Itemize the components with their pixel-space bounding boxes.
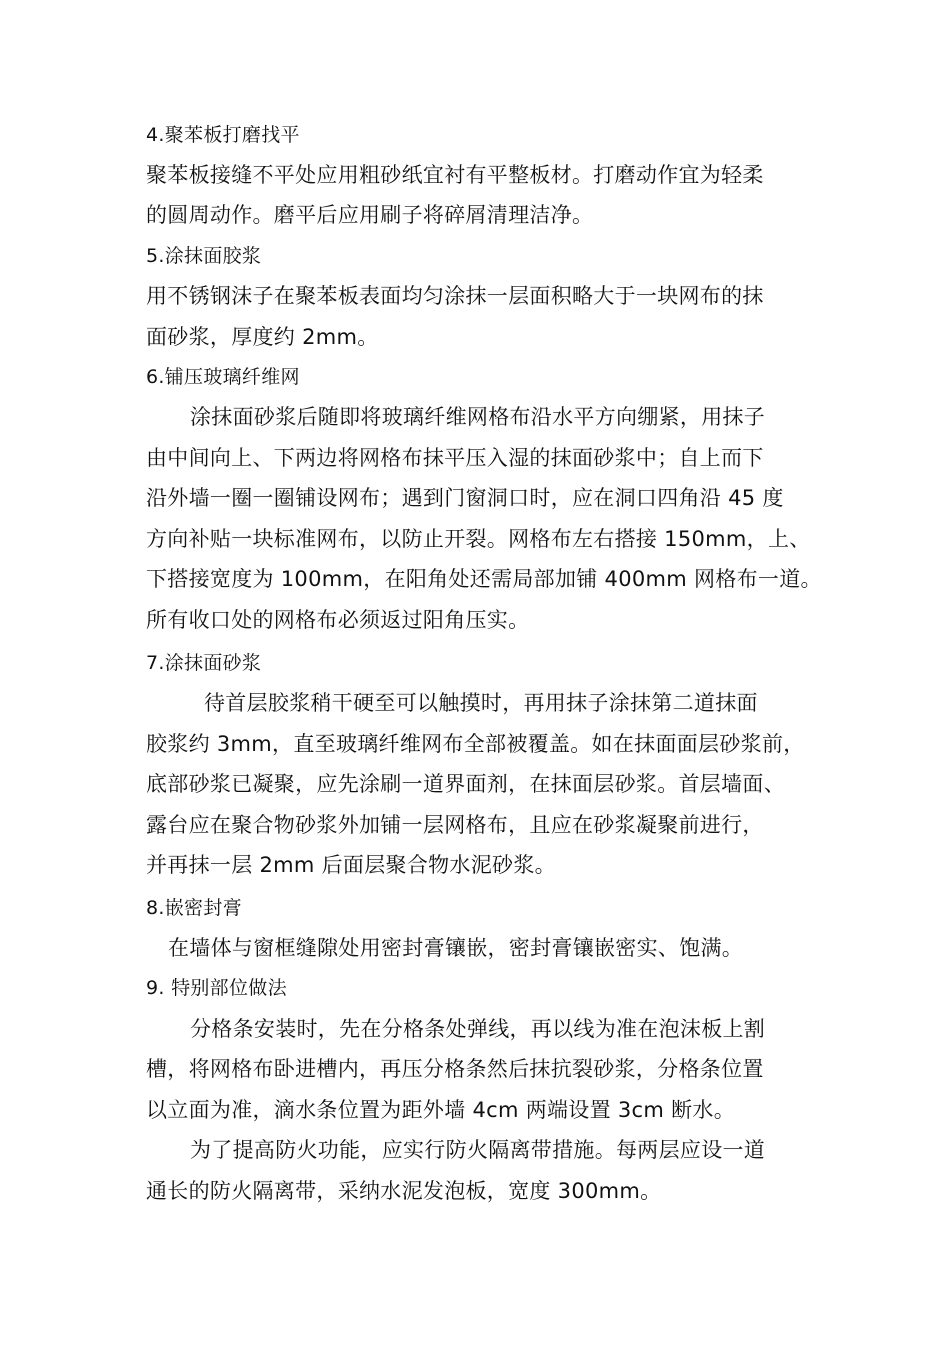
section-6-line-4: 方向补贴一块标准网布，以防止开裂。网格布左右搭接 150mm，上、	[146, 527, 811, 551]
section-5-heading: 5.涂抹面胶浆	[146, 245, 262, 267]
section-4-heading: 4.聚苯板打磨找平	[146, 124, 300, 146]
section-6-heading: 6.铺压玻璃纤维网	[146, 366, 300, 388]
section-9-line-5: 通长的防火隔离带，采纳水泥发泡板，宽度 300mm。	[146, 1179, 662, 1203]
section-9-line-4: 为了提高防火功能，应实行防火隔离带措施。每两层应设一道	[190, 1138, 766, 1162]
section-6-line-5: 下搭接宽度为 100mm，在阳角处还需局部加铺 400mm 网格布一道。	[146, 567, 822, 591]
section-6-line-6: 所有收口处的网格布必须返过阳角压实。	[146, 608, 530, 632]
section-8-heading: 8.嵌密封膏	[146, 897, 242, 919]
section-5-line-2: 面砂浆，厚度约 2mm。	[146, 325, 379, 349]
section-7-heading: 7.涂抹面砂浆	[146, 652, 262, 674]
section-5-line-1: 用不锈钢沫子在聚苯板表面均匀涂抹一层面积略大于一块网布的抹	[146, 284, 764, 308]
section-7-line-1: 待首层胶浆稍干硬至可以触摸时，再用抹子涂抹第二道抹面	[204, 691, 758, 715]
section-4-line-2: 的圆周动作。磨平后应用刷子将碎屑清理洁净。	[146, 203, 594, 227]
section-7-line-4: 露台应在聚合物砂浆外加铺一层网格布，且应在砂浆凝聚前进行，	[146, 813, 764, 837]
section-4-line-1: 聚苯板接缝不平处应用粗砂纸宜衬有平整板材。打磨动作宜为轻柔	[146, 163, 764, 187]
section-8-line-1: 在墙体与窗框缝隙处用密封膏镶嵌，密封膏镶嵌密实、饱满。	[168, 936, 744, 960]
section-9-line-1: 分格条安装时，先在分格条处弹线，再以线为准在泡沫板上割	[190, 1017, 766, 1041]
section-9-line-3: 以立面为准，滴水条位置为距外墙 4cm 两端设置 3cm 断水。	[146, 1098, 736, 1122]
section-6-line-3: 沿外墙一圈一圈铺设网布；遇到门窗洞口时，应在洞口四角沿 45 度	[146, 486, 784, 510]
section-9-line-2: 槽，将网格布卧进槽内，再压分格条然后抹抗裂砂浆，分格条位置	[146, 1057, 764, 1081]
section-7-line-2: 胶浆约 3mm，直至玻璃纤维网布全部被覆盖。如在抹面面层砂浆前，	[146, 732, 805, 756]
section-7-line-5: 并再抹一层 2mm 后面层聚合物水泥砂浆。	[146, 853, 556, 877]
section-6-line-1: 涂抹面砂浆后随即将玻璃纤维网格布沿水平方向绷紧，用抹子	[190, 405, 766, 429]
section-9-heading: 9. 特别部位做法	[146, 977, 287, 999]
section-7-line-3: 底部砂浆已凝聚，应先涂刷一道界面剂，在抹面层砂浆。首层墙面、	[146, 772, 785, 796]
section-6-line-2: 由中间向上、下两边将网格布抹平压入湿的抹面砂浆中；自上而下	[146, 446, 764, 470]
